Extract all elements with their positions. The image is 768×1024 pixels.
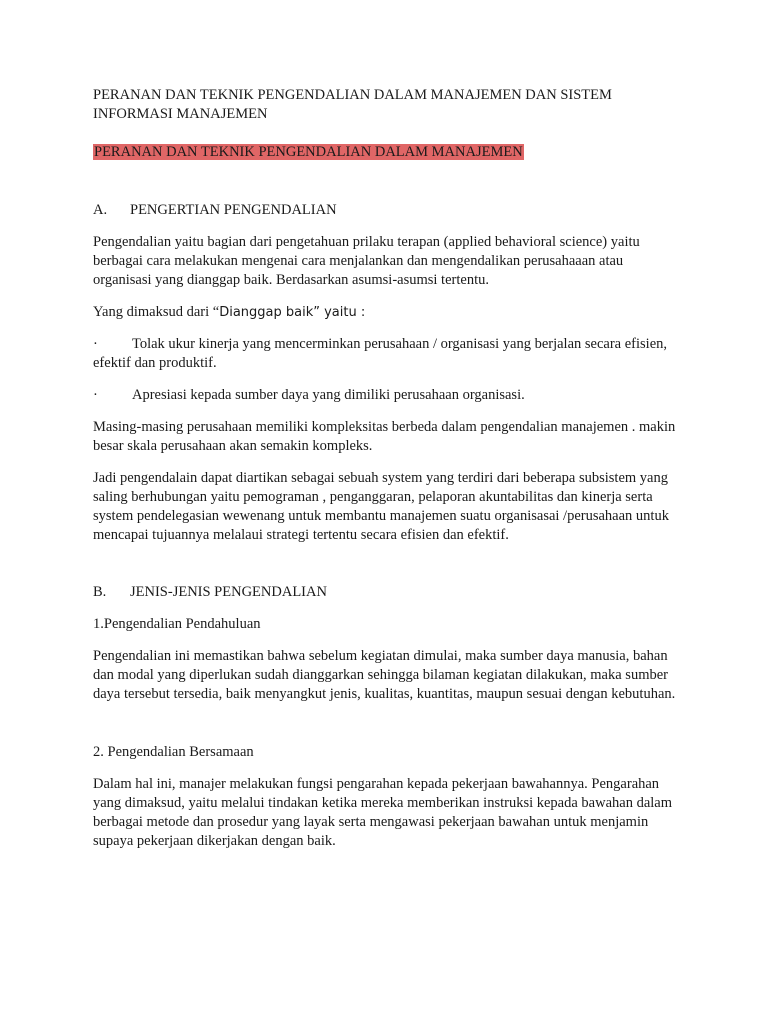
section-b-subheading-1: 1.Pengendalian Pendahuluan [93,616,261,632]
highlighted-title: PERANAN DAN TEKNIK PENGENDALIAN DALAM MANAJEMEN [94,144,523,160]
section-a-paragraph-2 [93,303,683,322]
bullet-1-content: Tolak ukur kinerja yang mencerminkan perusahaan / organisasi yang berjalan secara efisien, efektif dan produktif. [93,336,668,371]
section-b-letter: B. [93,584,107,600]
bullet-item-1 [93,335,683,373]
section-a-letter: A. [93,202,108,218]
bullet-item-2 [93,386,683,405]
section-a-paragraph-2-pre: Yang dimaksud dari “ [93,304,220,320]
section-a-heading [93,201,683,220]
section-b-subparagraph-2: Dalam hal ini, manajer melakukan fungsi pengarahan kepada pekerjaan bawahannya. Pengarahan yang dimaksud, yaitu melalui tindakan ketika mereka memberikan instruksi kepada bawahan dalam berbagai metode dan prosedur yang layak serta mengawasi pekerjaan bawahan untuk menjamin supaya pekerjaan dikerjakan dengan baik. [93,776,673,849]
section-a-title: PENGERTIAN PENGENDALIAN [130,202,337,218]
bullet-2-text: Apresiasi kepada sumber daya yang dimiliki perusahaan organisasi. [132,387,525,403]
section-a-paragraph-1: Pengendalian yaitu bagian dari pengetahuan prilaku terapan (applied behavioral science) yaitu berbagai cara melakukan mengenai cara menjalankan dan mengendalikan perusahaaan atau organisasi yang dianggap baik. Berdasarkan asumsi-asumsi tertentu. [93,234,640,288]
section-a-paragraph-3: Masing-masing perusahaan memiliki kompleksitas berbeda dalam pengendalian manajemen . makin besar skala perusahaan akan semakin kompleks. [93,419,676,454]
document-page [93,86,683,851]
section-a-paragraph-4: Jadi pengendalain dapat diartikan sebagai sebuah system yang terdiri dari beberapa subsistem yang saling berhubungan yaitu pemograman , penganggaran, pelaporan akuntabilitas dan kinerja serta system pendelegasian wewenang untuk membantu manajemen suatu organisasai /perusahaan untuk mencapai tujuannya melalaui strategi tertentu secara efisien dan efektif. [93,470,669,543]
bullet-1-text [93,335,683,373]
bullet-dot: · [93,387,98,403]
section-b-subheading-2: 2. Pengendalian Bersamaan [93,744,254,760]
section-b-title: JENIS-JENIS PENGENDALIAN [130,584,327,600]
highlighted-title-line [93,143,683,162]
section-b-heading [93,583,683,602]
section-b-subparagraph-1: Pengendalian ini memastikan bahwa sebelum kegiatan dimulai, maka sumber daya manusia, bahan dan modal yang diperlukan sudah dianggarkan sehingga bilaman kegiatan dilakukan, maka sumber daya tersebut tersedia, baik menyangkut jenis, kualitas, kuantitas, maupun sesuai dengan kebutuhan. [93,648,676,702]
document-title: PERANAN DAN TEKNIK PENGENDALIAN DALAM MANAJEMEN DAN SISTEM INFORMASI MANAJEMEN [93,87,612,122]
section-a-paragraph-2-quote: Dianggap baik” yaitu : [219,305,366,320]
bullet-dot: · [93,336,98,352]
